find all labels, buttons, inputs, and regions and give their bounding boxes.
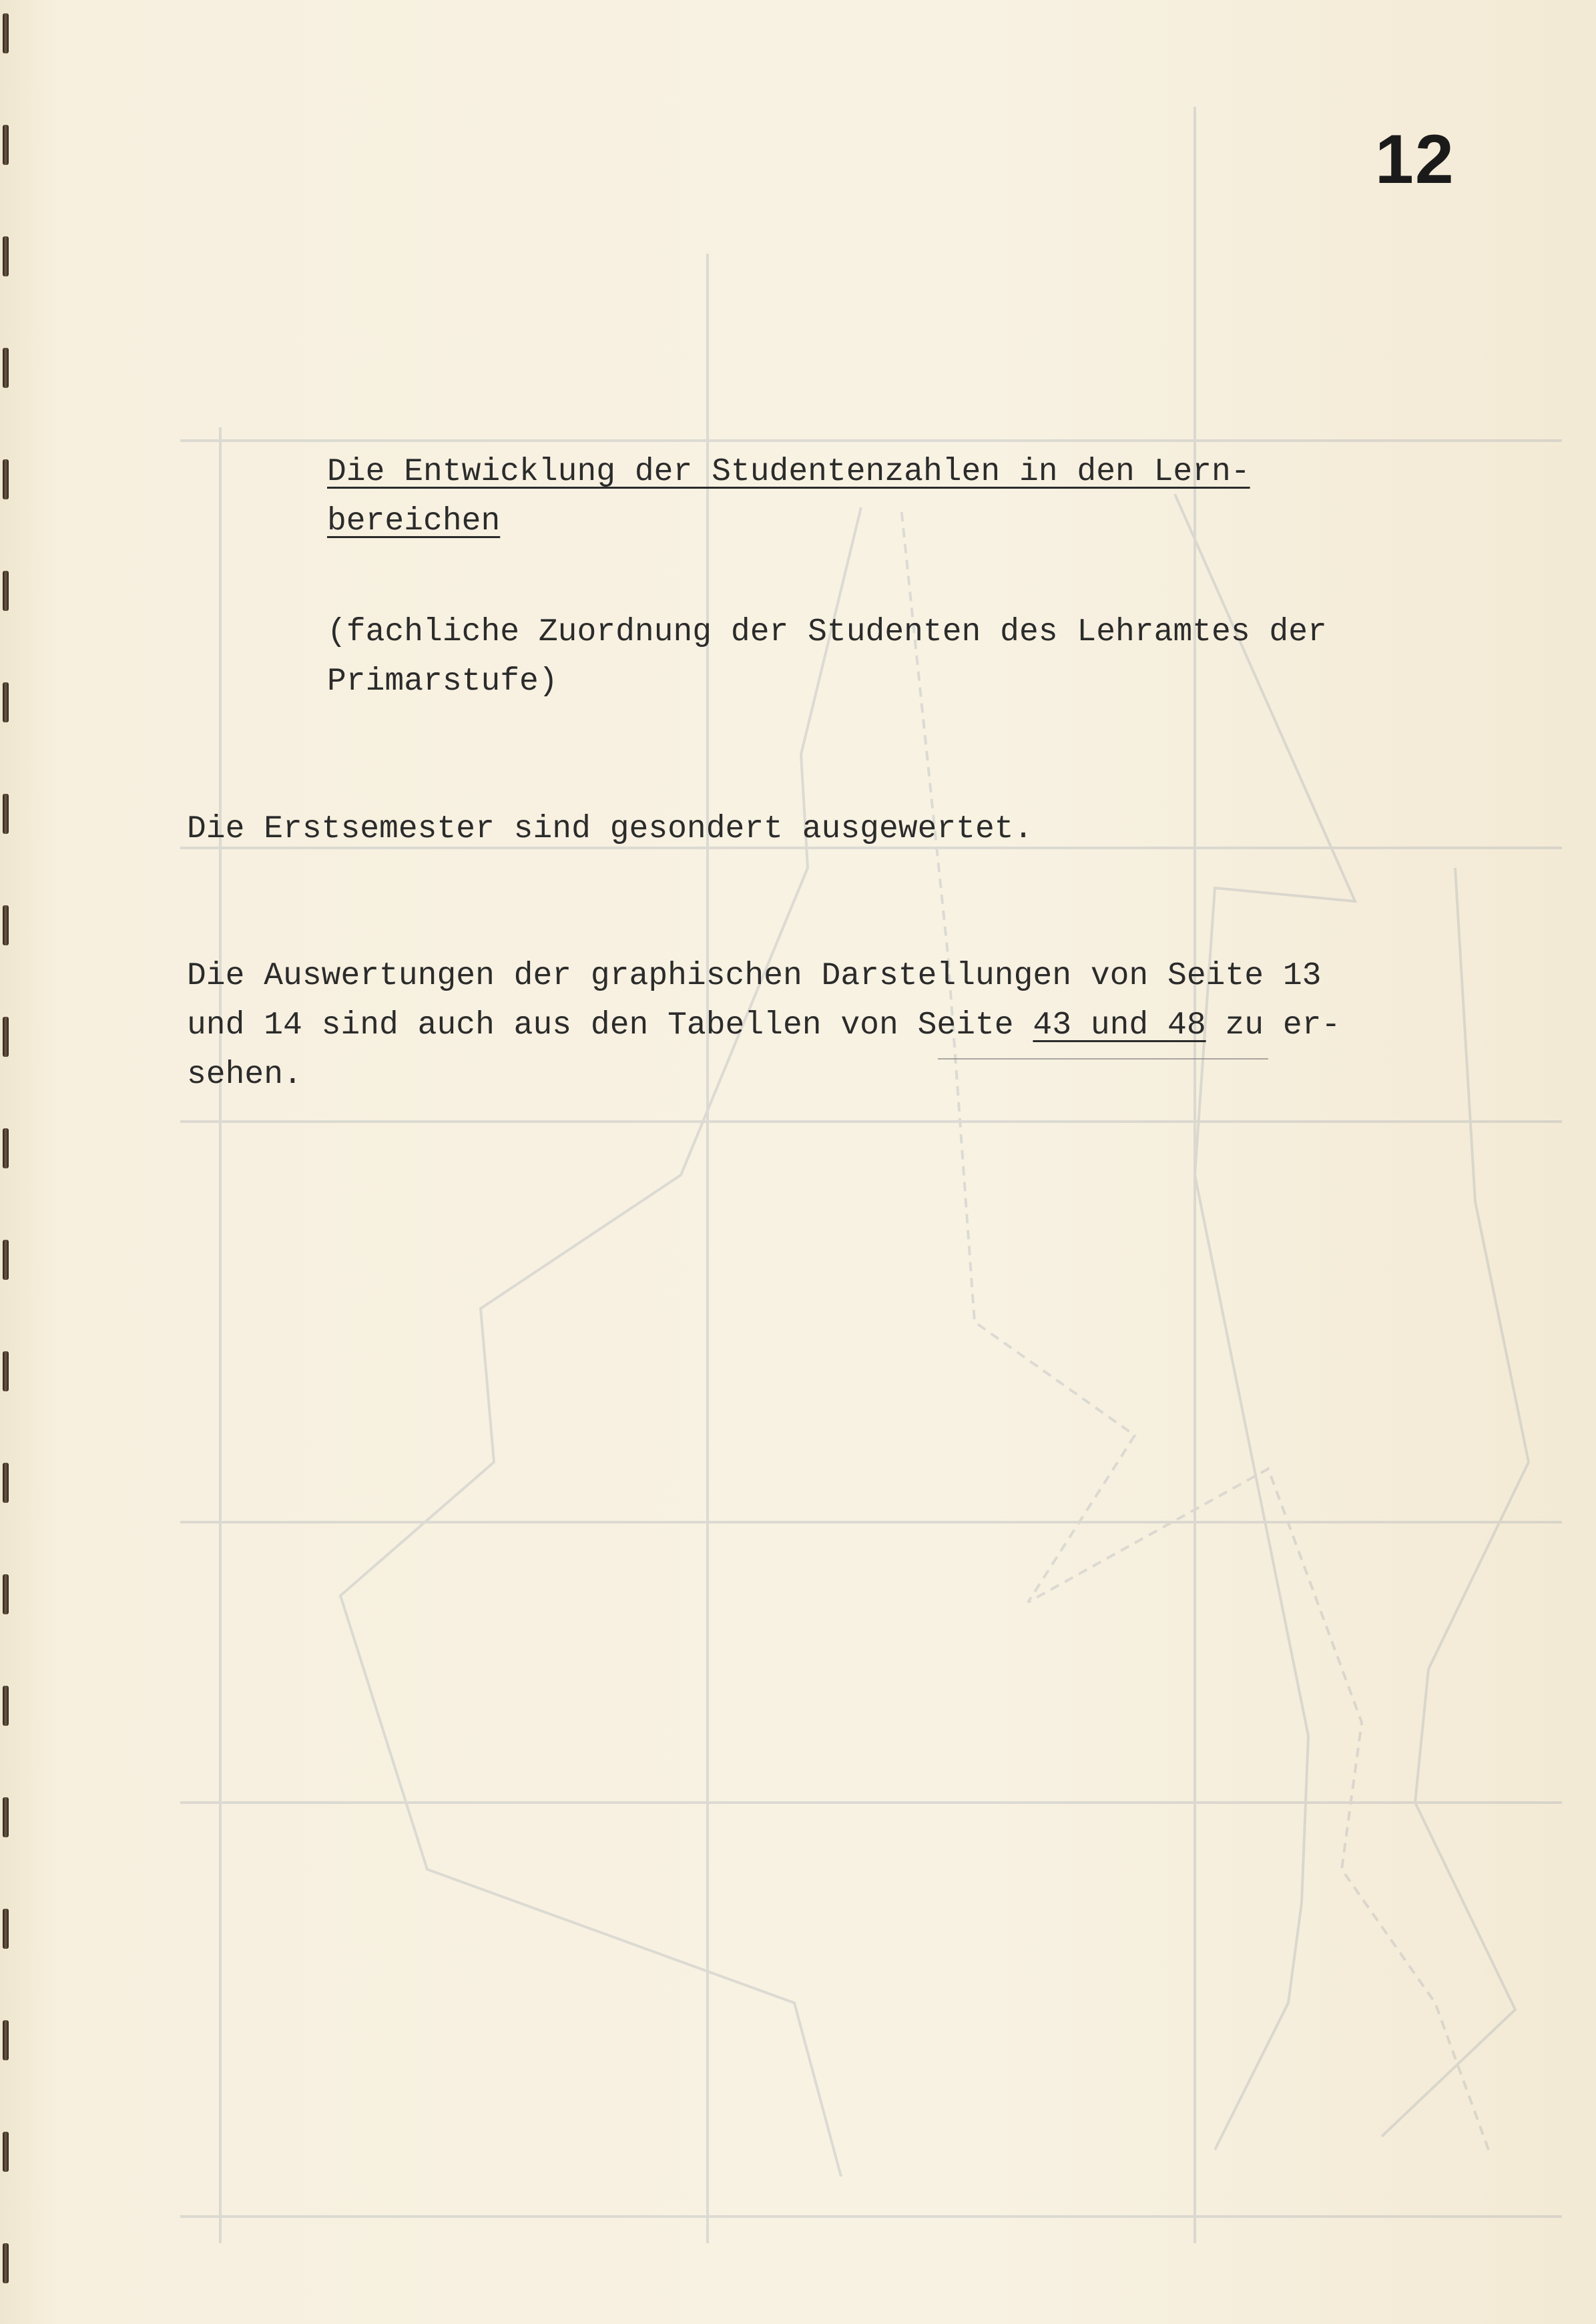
paragraph-auswertungen-line-2-post: zu er- <box>1206 1007 1341 1043</box>
paragraph-erstsemester: Die Erstsemester sind gesondert ausgewertet. <box>187 811 1033 847</box>
faint-underline-mark <box>938 1058 1268 1060</box>
heading-line-1: Die Entwicklung der Studentenzahlen in den Lern- <box>327 454 1250 490</box>
paragraph-auswertungen-line-2 <box>187 1001 1340 1050</box>
paragraph-auswertungen-line-3: sehen. <box>187 1057 302 1093</box>
subtitle-line-2: Primarstufe) <box>327 664 558 700</box>
paragraph-auswertungen-line-2-pre: und 14 sind auch aus den Tabellen von Seite <box>187 1007 1033 1043</box>
heading-line-2: bereichen <box>327 503 501 539</box>
subtitle-line-1: (fachliche Zuordnung der Studenten des Lehramtes der <box>327 614 1327 650</box>
page-reference: 43 und 48 <box>1033 1007 1206 1043</box>
page-number: 12 <box>1375 121 1455 198</box>
paragraph-auswertungen-line-1: Die Auswertungen der graphischen Darstellungen von Seite 13 <box>187 958 1322 994</box>
